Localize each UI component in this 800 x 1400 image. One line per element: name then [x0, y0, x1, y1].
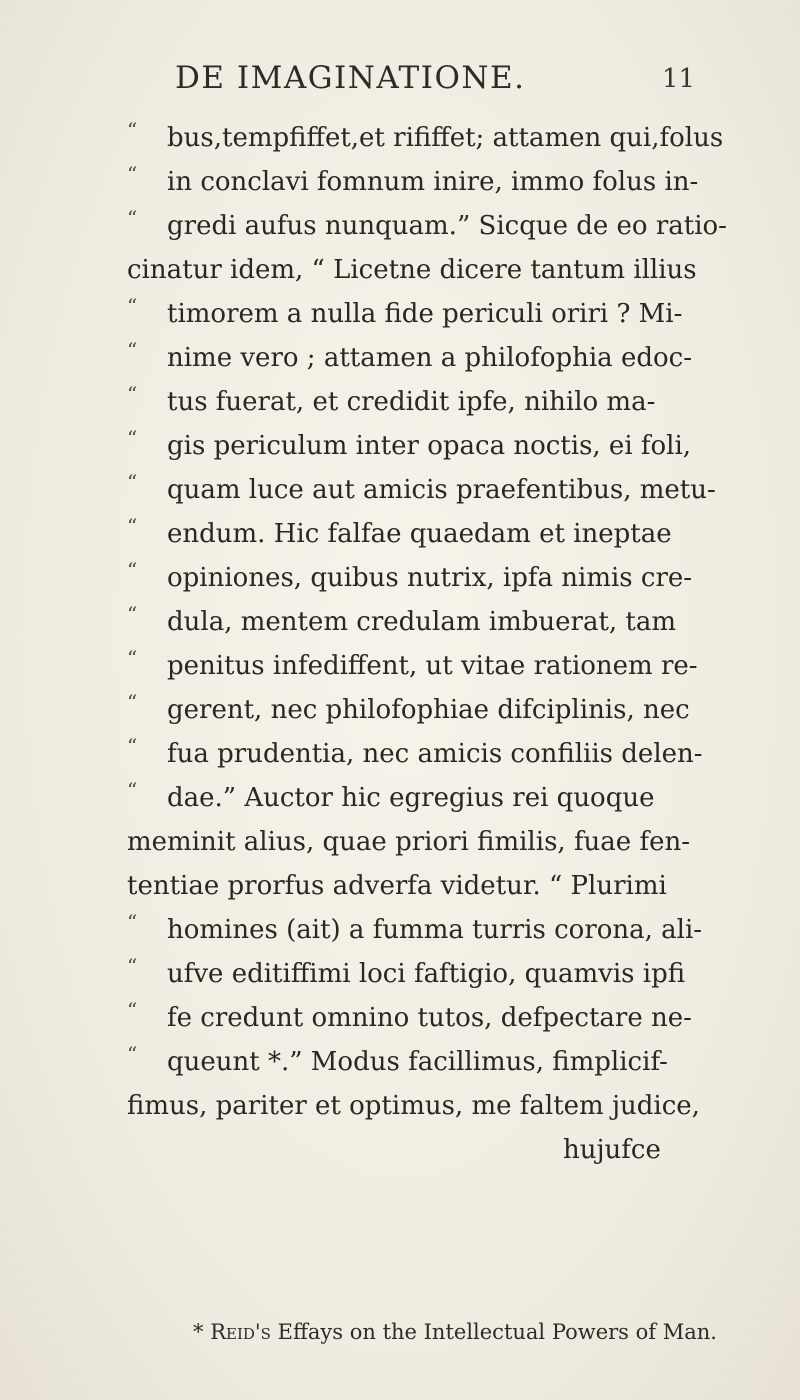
quote-mark: “ [127, 162, 138, 186]
text-line: “ dula, mentem credulam imbuerat, tam [127, 602, 687, 642]
quote-mark: “ [127, 382, 138, 406]
quote-mark: “ [127, 690, 138, 714]
text-line: “ opiniones, quibus nutrix, ipfa nimis cre- [127, 558, 687, 598]
quote-mark: “ [127, 646, 138, 670]
text-line: “ gerent, nec philofophiae difciplinis, nec [127, 690, 687, 730]
quote-mark: “ [127, 294, 138, 318]
text-line: “ homines (ait) a fumma turris corona, ali- [127, 910, 687, 950]
quote-mark: “ [127, 602, 138, 626]
quote-mark: “ [127, 558, 138, 582]
quote-mark: “ [127, 426, 138, 450]
text-line: “ in conclavi fomnum inire, immo folus in- [127, 162, 687, 202]
text-line: “ fe credunt omnino tutos, defpectare ne- [127, 998, 687, 1038]
text-line: “ queunt *.” Modus facillimus, fimplicif- [127, 1042, 687, 1082]
footnote-text: Effays on the Intellectual Powers of Man. [277, 1320, 717, 1344]
footnote [193, 1320, 717, 1344]
page-number: 11 [662, 64, 696, 94]
quote-mark: “ [127, 954, 138, 978]
text-line: fimus, pariter et optimus, me faltem judice, [127, 1091, 700, 1121]
footnote-marker: * [193, 1320, 204, 1344]
text-line: “ penitus infediffent, ut vitae rationem re- [127, 646, 687, 686]
text-line: meminit alius, quae priori fimilis, fuae fen- [127, 827, 690, 857]
footnote-author: Reid's [210, 1320, 271, 1344]
text-line: “ tus fuerat, et credidit ipfe, nihilo ma- [127, 382, 687, 422]
quote-mark: “ [127, 778, 138, 802]
quote-mark: “ [127, 734, 138, 758]
text-line: “ bus,tempfiffet,et rififfet; attamen qui,folus [127, 118, 687, 158]
text-line: “ gredi aufus nunquam.” Sicque de eo ratio- [127, 206, 687, 246]
quote-mark: “ [127, 514, 138, 538]
text-line: “ nime vero ; attamen a philofophia edoc- [127, 338, 687, 378]
quote-mark: “ [127, 1042, 138, 1066]
quote-mark: “ [127, 998, 138, 1022]
catchword: hujufce [563, 1135, 661, 1165]
text-line: “ dae.” Auctor hic egregius rei quoque [127, 778, 687, 818]
quote-mark: “ [127, 910, 138, 934]
page-title: DE IMAGINATIONE. [175, 60, 526, 96]
text-line: “ endum. Hic falfae quaedam et ineptae [127, 514, 687, 554]
text-line: “ quam luce aut amicis praefentibus, metu- [127, 470, 687, 510]
quote-mark: “ [127, 338, 138, 362]
text-line: cinatur idem, “ Licetne dicere tantum illius [127, 255, 697, 285]
text-line: “ fua prudentia, nec amicis confiliis delen- [127, 734, 687, 774]
quote-mark: “ [127, 118, 138, 142]
text-line: “ timorem a nulla fide periculi oriri ? Mi- [127, 294, 687, 334]
text-line: “ ufve editiffimi loci faftigio, quamvis ipfi [127, 954, 687, 994]
text-line: “ gis periculum inter opaca noctis, ei foli, [127, 426, 687, 466]
text-line [127, 1130, 687, 1170]
quote-mark: “ [127, 470, 138, 494]
quote-mark: “ [127, 206, 138, 230]
text-line: tentiae prorfus adverfa videtur. “ Plurimi [127, 871, 667, 901]
